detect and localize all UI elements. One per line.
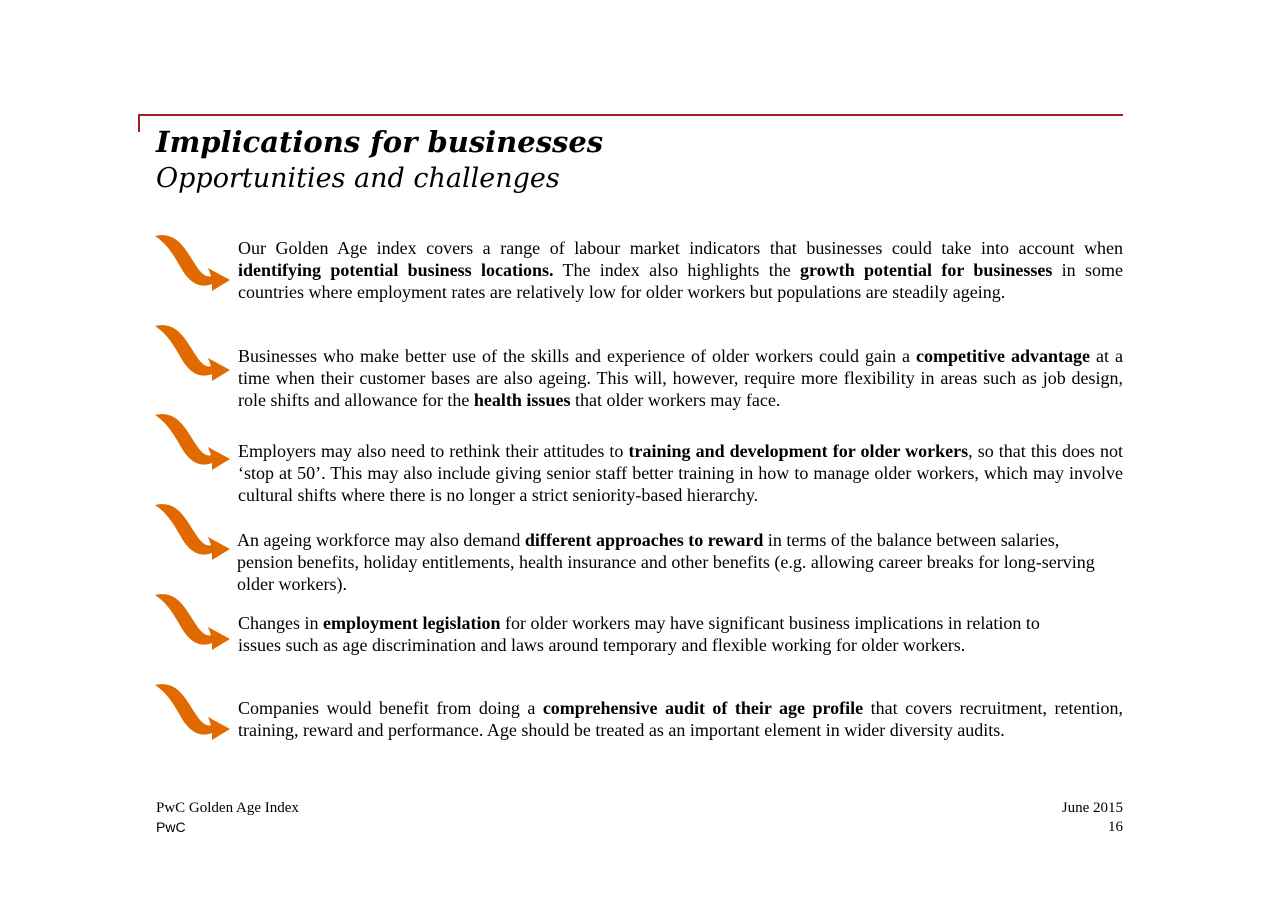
bullet-point-competitive-advantage: Businesses who make better use of the skills and experience of older workers could gain a competitive advantage at a time when their customer bases are also ageing. This will, however, require more flexibility in areas such as job design, role shifts and allowance for the health issues that older workers may face. xyxy=(238,346,1124,410)
footer-brand: PwC xyxy=(156,819,186,835)
footer-report-name: PwC Golden Age Index xyxy=(156,800,299,816)
bullet-point-training: Employers may also need to rethink their attitudes to training and development for older workers, so that this does not ‘stop at 50’. This may also include giving senior staff better training in how to manage older workers, which may involve cultural shifts where there is no longer a strict seniority-based hierarchy. xyxy=(238,441,1123,505)
curved-arrow-icon xyxy=(155,413,231,471)
page-subtitle: Opportunities and challenges xyxy=(156,163,560,194)
bullet-point-location: Our Golden Age index covers a range of labour market indicators that businesses could take into account when identifying potential business locations. The index also highlights the growth potential for businesses in some countries where employment rates are relatively low for older workers but populations are steadily ageing. xyxy=(238,238,1123,302)
header-corner-rule xyxy=(138,114,140,132)
curved-arrow-icon xyxy=(155,234,231,292)
bullet-point-legislation: Changes in employment legislation for older workers may have significant business implications in relation to issues such as age discrimination and laws around temporary and flexible working for older workers. xyxy=(238,613,1040,655)
bullet-point-age-audit: Companies would benefit from doing a comprehensive audit of their age profile that covers recruitment, retention, training, reward and performance. Age should be treated as an important element in wider diversity audits. xyxy=(238,698,1123,740)
page-title: Implications for businesses xyxy=(156,125,604,159)
curved-arrow-icon xyxy=(155,324,231,382)
bullet-point-reward: An ageing workforce may also demand different approaches to reward in terms of the balance between salaries, pension benefits, holiday entitlements, health insurance and other benefits (e.g. allowing career breaks for long-serving older workers). xyxy=(237,530,1095,594)
curved-arrow-icon xyxy=(155,593,231,651)
footer-page-number: 16 xyxy=(1108,819,1123,835)
curved-arrow-icon xyxy=(155,683,231,741)
curved-arrow-icon xyxy=(155,503,231,561)
footer-date: June 2015 xyxy=(1061,800,1123,816)
header-rule xyxy=(138,114,1123,116)
